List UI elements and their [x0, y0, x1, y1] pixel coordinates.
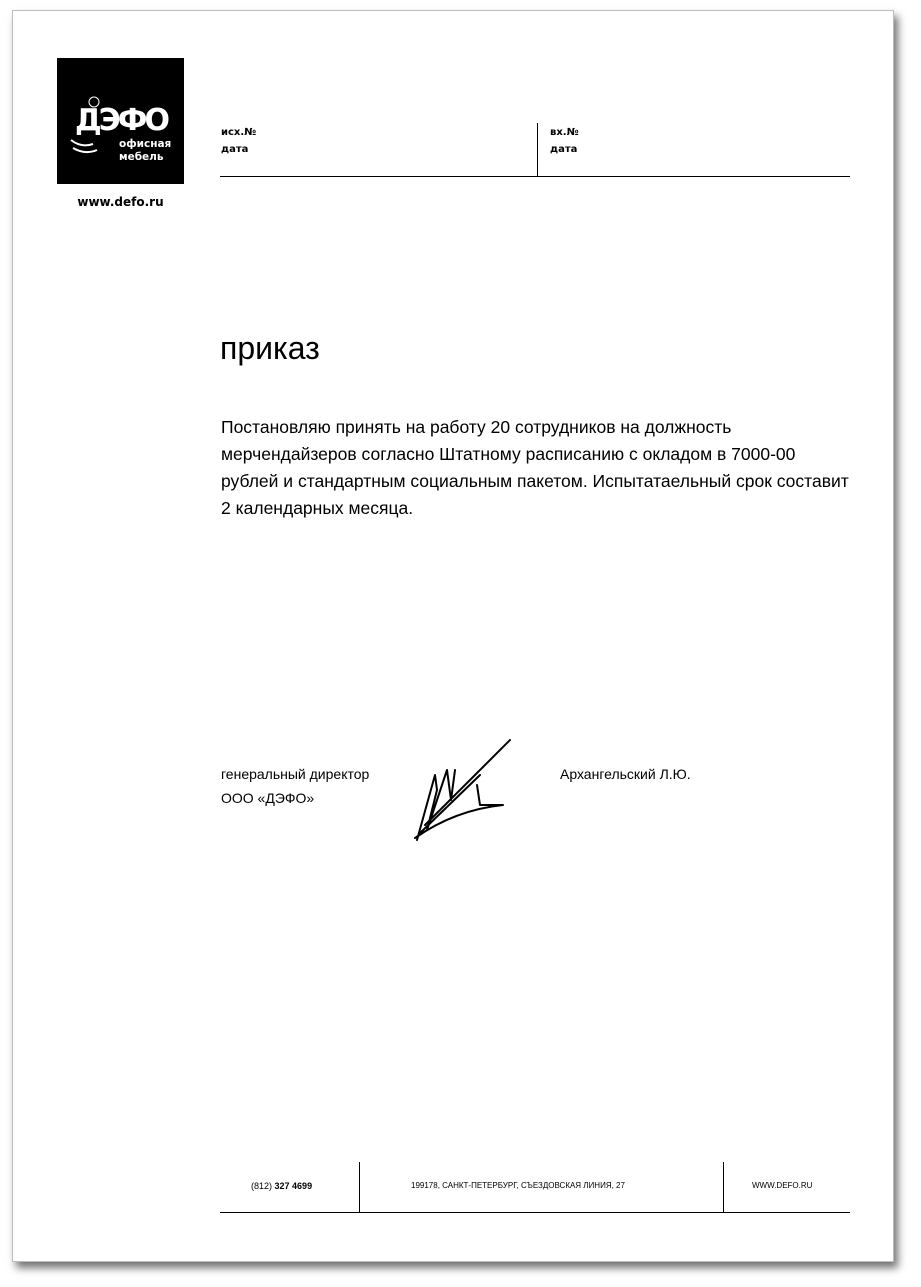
- document-body: Постановляю принять на работу 20 сотрудников на должность мерчендайзеров согласно Штатному расписанию с окладом в 7000-00 рублей и стандартным социальным пакетом. Испытатаельный срок составит 2 календарных месяца.: [221, 417, 849, 518]
- logo-brand: ДЭФО: [75, 103, 167, 138]
- handwritten-signature-icon: [405, 730, 520, 850]
- outgoing-number-label: исх.№: [221, 127, 257, 138]
- footer-divider-2: [723, 1162, 724, 1213]
- footer-phone-code: (812): [251, 1181, 273, 1191]
- footer-divider-1: [359, 1162, 360, 1213]
- site-url: www.defo.ru: [77, 195, 164, 209]
- incoming-number-label: вх.№: [550, 127, 579, 138]
- logo-tagline-2: мебель: [119, 151, 164, 163]
- footer-phone: [251, 1180, 312, 1192]
- outgoing-date-label: дата: [221, 144, 249, 155]
- company-logo: [57, 58, 184, 184]
- signatory-name: Архангельский Л.Ю.: [560, 766, 691, 782]
- footer-website: WWW.DEFO.RU: [752, 1181, 813, 1190]
- footer-phone-number: 327 4699: [274, 1181, 313, 1191]
- header-rule: [220, 176, 850, 177]
- header-divider: [537, 123, 538, 177]
- footer-address: 199178, САНКТ-ПЕТЕРБУРГ, СЪЕЗДОВСКАЯ ЛИНИЯ, 27: [411, 1181, 625, 1190]
- defo-logo-icon: [57, 58, 184, 184]
- footer-rule: [220, 1212, 850, 1213]
- logo-tagline-1: офисная: [119, 138, 172, 150]
- signer-company: ООО «ДЭФО»: [221, 790, 315, 806]
- document-title: приказ: [220, 330, 320, 366]
- signer-position: генеральный директор: [221, 766, 370, 782]
- incoming-date-label: дата: [550, 144, 578, 155]
